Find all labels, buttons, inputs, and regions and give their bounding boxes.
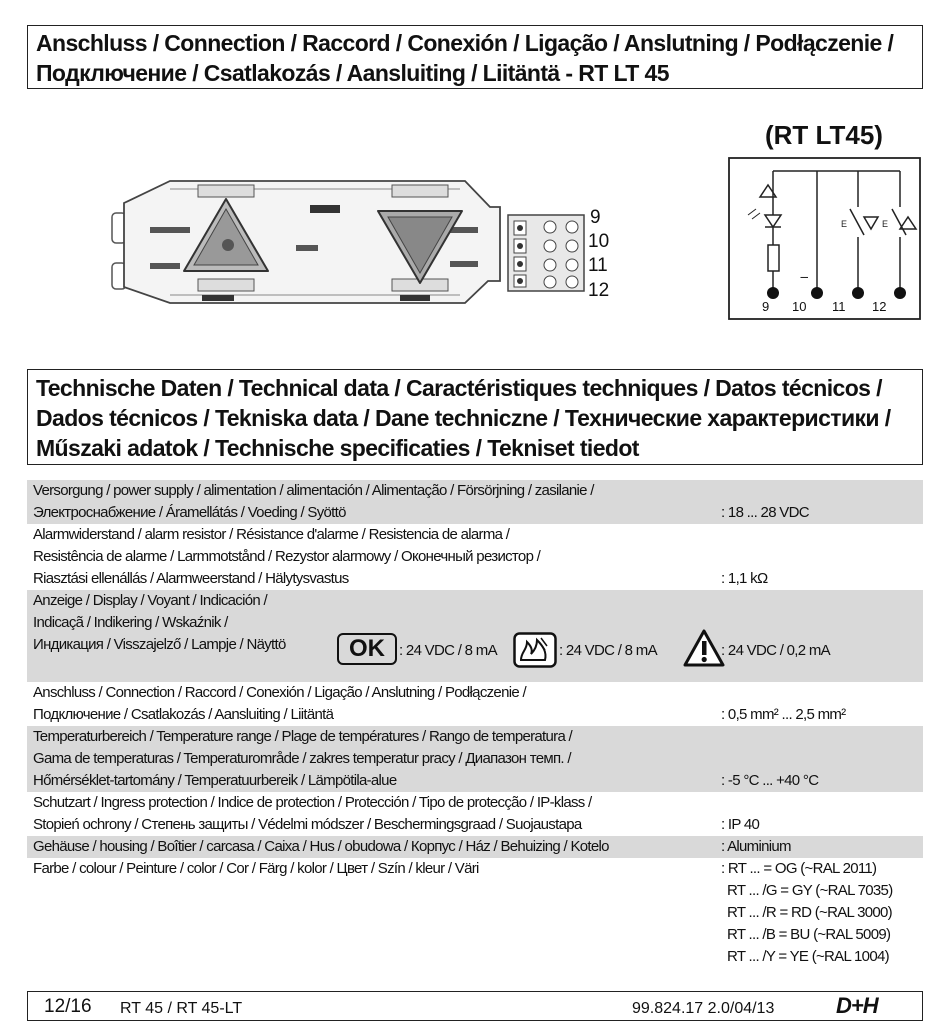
temperature-value: : -5 °C ... +40 °C — [721, 772, 819, 789]
page-number: 12/16 — [44, 996, 92, 1017]
model-name: RT 45 / RT 45-LT — [120, 1000, 243, 1017]
svg-text:E: E — [841, 219, 848, 229]
row-display — [27, 590, 923, 682]
connection-label-1: Anschluss / Connection / Raccord / Conexión / Ligação / Anslutning / Podłączenie / — [33, 684, 526, 701]
device-terminal-9: 9 — [590, 207, 601, 228]
colour-value-bu: RT ... /B = BU (~RAL 5009) — [727, 926, 891, 943]
colour-value-rd: RT ... /R = RD (~RAL 3000) — [727, 904, 892, 921]
display-label-1: Anzeige / Display / Voyant / Indicación / — [33, 592, 267, 609]
technical-data-heading-line2: Dados técnicos / Tekniska data / Dane techniczne / Технические характеристики / — [36, 405, 891, 431]
display-label-2: Indicaçã / Indikering / Wskaźnik / — [33, 614, 228, 631]
row-colour — [27, 858, 923, 968]
schematic-terminal-11: 11 — [832, 299, 846, 314]
technical-data-table — [27, 480, 923, 968]
technical-data-heading-line3: Műszaki adatok / Technische specificaties / Tekniset tiedot — [36, 435, 639, 461]
schematic-label: (RT LT45) — [765, 120, 883, 150]
connection-value: : 0,5 mm² ... 2,5 mm² — [721, 706, 846, 723]
alarm-resistor-label-3: Riasztási ellenállás / Alarmweerstand / Hälytysvastus — [33, 570, 349, 587]
connection-heading-line2: Подключение / Csatlakozás / Aansluiting / Liitäntä - RT LT 45 — [36, 60, 669, 86]
display-label-3: Индикация / Visszajelző / Lampje / Näyttö — [33, 636, 286, 653]
row-temperature-range — [27, 726, 923, 792]
colour-value-og: : RT ... = OG (~RAL 2011) — [721, 860, 877, 877]
row-housing — [27, 836, 923, 858]
warning-indicator-value: : 24 VDC / 0,2 mA — [721, 642, 830, 659]
page-footer — [27, 991, 923, 1021]
colour-value-gy: RT ... /G = GY (~RAL 7035) — [727, 882, 893, 899]
temperature-label-3: Hőmérséklet-tartomány / Temperatuurbereik / Lämpötila-alue — [33, 772, 397, 789]
alarm-resistor-label-1: Alarmwiderstand / alarm resistor / Résistance d'alarme / Resistencia de alarma / — [33, 526, 510, 543]
fire-alarm-icon — [513, 632, 557, 668]
device-terminal-10: 10 — [588, 231, 610, 252]
row-connection — [27, 682, 923, 726]
colour-label: Farbe / colour / Peinture / color / Cor / Färg / kolor / Цвет / Szín / kleur / Väri — [33, 860, 479, 877]
ok-indicator-value: : 24 VDC / 8 mA — [399, 642, 497, 659]
connection-heading — [27, 25, 923, 89]
device-terminal-11: 11 — [588, 255, 608, 276]
power-supply-value: : 18 ... 28 VDC — [721, 504, 809, 521]
row-ingress-protection — [27, 792, 923, 836]
alarm-resistor-label-2: Resistência de alarme / Larmmotstånd / Rezystor alarmowy / Оконечный резистор / — [33, 548, 541, 565]
brand-logo: D+H — [836, 993, 878, 1018]
alarm-resistor-value: : 1,1 kΩ — [721, 570, 768, 587]
svg-text:E: E — [882, 219, 889, 229]
colour-values — [721, 858, 893, 968]
device-terminal-12: 12 — [588, 280, 610, 301]
power-supply-label-2: Электроснабжение / Áramellátás / Voeding / Syöttö — [33, 504, 346, 521]
row-alarm-resistor — [27, 524, 923, 590]
protection-label-1: Schutzart / Ingress protection / Indice de protection / Protección / Tipo de protecção / IP-klass / — [33, 794, 592, 811]
warning-icon — [683, 628, 725, 668]
colour-value-ye: RT ... /Y = YE (~RAL 1004) — [727, 948, 889, 965]
temperature-label-2: Gama de temperaturas / Temperaturområde / zakres temperatur pracy / Диапазон темп. / — [33, 750, 571, 767]
device-drawing — [110, 175, 640, 315]
schematic-terminal-12: 12 — [872, 299, 887, 314]
schematic-terminal-9: 9 — [762, 299, 770, 314]
technical-data-heading-line1: Technische Daten / Technical data / Caractéristiques techniques / Datos técnicos / — [36, 375, 882, 401]
protection-label-2: Stopień ochrony / Степень защиты / Védelmi módszer / Beschermingsgraad / Suojaustapa — [33, 816, 582, 833]
protection-value: : IP 40 — [721, 816, 760, 833]
housing-label: Gehäuse / housing / Boîtier / carcasa / Caixa / Hus / obudowa / Корпус / Ház / Behuizing / Kotelo — [33, 838, 609, 855]
power-supply-label-1: Versorgung / power supply / alimentation / alimentación / Alimentação / Försörjning / zasilanie / — [33, 482, 594, 499]
svg-text:I: I — [799, 275, 811, 279]
technical-data-heading — [27, 369, 923, 465]
row-power-supply — [27, 480, 923, 524]
fire-indicator-value: : 24 VDC / 8 mA — [559, 642, 657, 659]
schematic-terminal-10: 10 — [792, 299, 807, 314]
connection-label-2: Подключение / Csatlakozás / Aansluiting / Liitäntä — [33, 706, 334, 723]
wiring-schematic — [728, 157, 921, 320]
housing-value: : Aluminium — [721, 838, 791, 855]
ok-indicator-icon: OK — [337, 633, 397, 665]
temperature-label-1: Temperaturbereich / Temperature range / Plage de températures / Rango de temperatura / — [33, 728, 573, 745]
connection-heading-line1: Anschluss / Connection / Raccord / Conexión / Ligação / Anslutning / Podłączenie / — [36, 30, 894, 56]
document-number: 99.824.17 2.0/04/13 — [632, 1000, 775, 1017]
